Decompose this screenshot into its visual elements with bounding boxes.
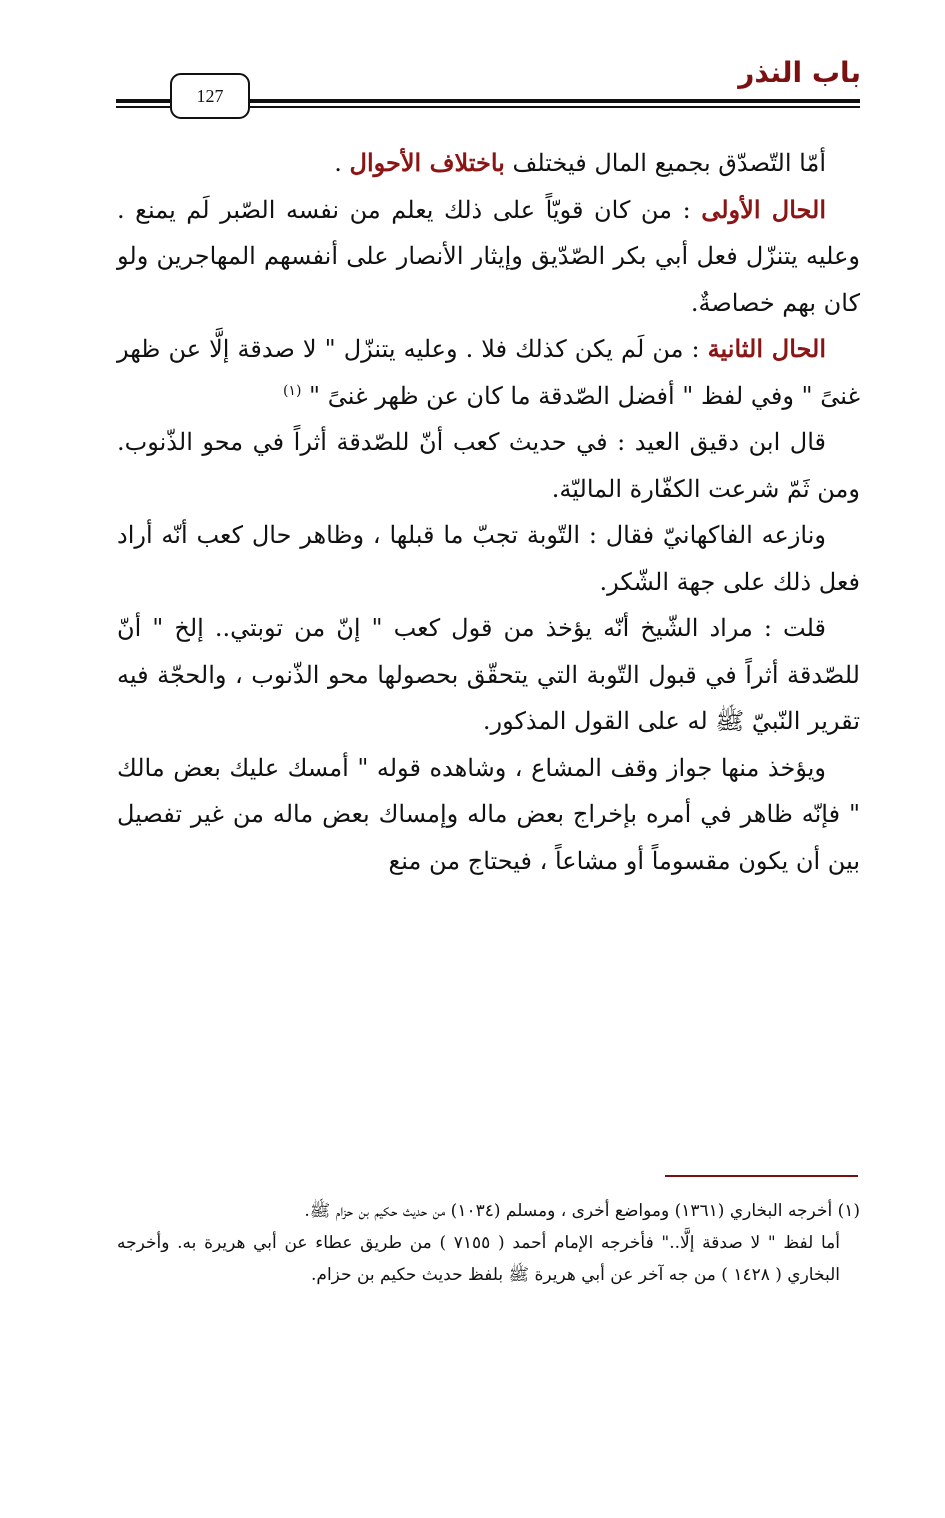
footnotes: [117, 1195, 860, 1291]
footnote-1-continuation: أما لفظ " لا صدقة إلَّا.." فأخرجه الإمام أحمد ( ٧١٥٥ ) من طريق عطاء عن أبي هريرة به. وأخرجه البخاري ( ١٤٢٨ ) من جه آخر عن أبي هريرة ﷺ بلفظ حديث حكيم بن حزام.: [117, 1233, 840, 1285]
paragraph-1-text: أمّا التّصدّق بجميع المال فيختلف: [504, 149, 826, 177]
chapter-title: باب النذر: [738, 56, 861, 89]
page-number-badge: [170, 73, 250, 119]
paragraph-2-label: الحال الأولى: [701, 194, 826, 224]
paragraph-3: [117, 326, 860, 419]
footnote-separator: [665, 1175, 858, 1177]
footnote-ref-1[interactable]: (١): [282, 382, 302, 399]
paragraph-1-highlight: باختلاف الأحوال: [349, 148, 505, 177]
paragraph-2: [117, 187, 860, 327]
paragraph-2-text: : من كان قويّاً على ذلك يعلم من نفسه الصّبر لَم يمنع . وعليه يتنزّل فعل أبي بكر الصّدّيق وإيثار الأنصار على أنفسهم المهاجرين ولو كان بهم خصاصةٌ.: [117, 195, 860, 317]
footnote-1: (١) أخرجه البخاري (١٣٦١) ومواضع أخرى ، ومسلم (١٠٣٤) من حديث حكيم بن حزام ﷺ.: [304, 1201, 860, 1221]
paragraph-1-end: .: [334, 149, 350, 177]
paragraph-3-label: الحال الثانية: [707, 334, 826, 363]
page-number: 127: [196, 85, 224, 106]
paragraph-4: قال ابن دقيق العيد : في حديث كعب أنّ للصّدقة أثراً في محو الذّنوب. ومن ثَمّ شرعت الكفّارة الماليّة.: [117, 428, 860, 503]
paragraph-6: قلت : مراد الشّيخ أنّه يؤخذ من قول كعب " إنّ من توبتي.. إلخ " أنّ للصّدقة أثراً في قبول التّوبة التي يتحقّق بحصولها محو الذّنوب ، والحجّة فيه تقرير النّبيّ ﷺ له على القول المذكور.: [117, 614, 860, 735]
paragraph-1: [117, 140, 860, 187]
body-text: [117, 140, 860, 884]
paragraph-7: ويؤخذ منها جواز وقف المشاع ، وشاهده قوله " أمسك عليك بعض مالك " فإنّه ظاهر في أمره بإخراج بعض ماله وإمساك بعض ماله من غير تفصيل بين أن يكون مقسوماً أو مشاعاً ، فيحتاج من منع: [117, 753, 860, 875]
paragraph-5: ونازعه الفاكهانيّ فقال : التّوبة تجبّ ما قبلها ، وظاهر حال كعب أنّه أراد فعل ذلك على جهة الشّكر.: [117, 521, 860, 596]
paragraph-3-text: : من لَم يكن كذلك فلا . وعليه يتنزّل " لا صدقة إلَّا عن ظهر غنىً " وفي لفظ " أفضل الصّدقة ما كان عن ظهر غنىً ": [117, 335, 860, 410]
